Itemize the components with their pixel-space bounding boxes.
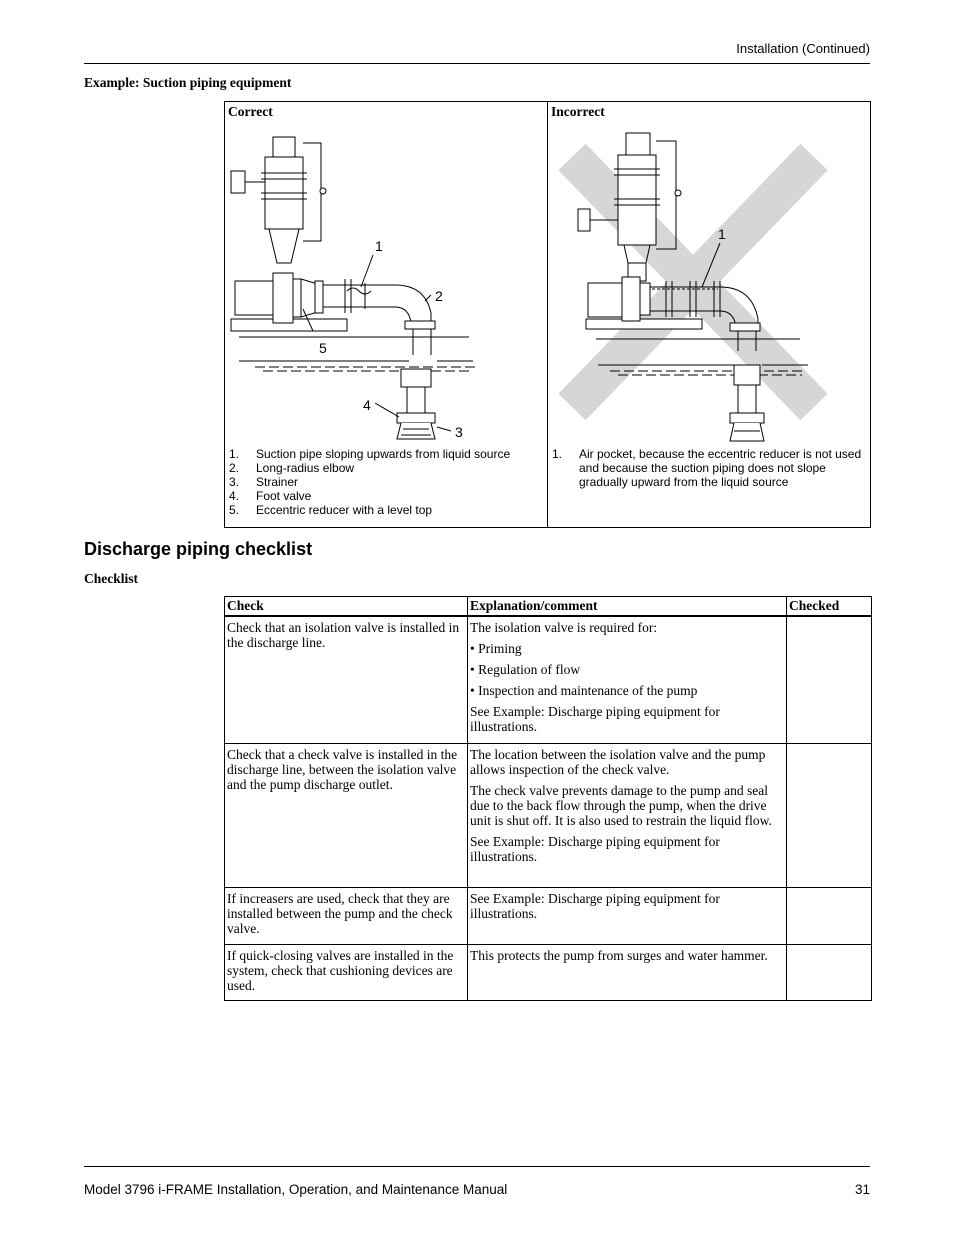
valve-handwheel bbox=[231, 171, 245, 193]
list-item: • Priming bbox=[470, 641, 522, 656]
callout-1: 1 bbox=[718, 226, 726, 242]
page-number: 31 bbox=[854, 1182, 870, 1197]
motor bbox=[235, 281, 275, 315]
legend-item: 1. Air pocket, because the eccentric reducer is not used and because the suction piping does not slope gradually upward from the liquid source bbox=[552, 447, 862, 489]
section-title: Discharge piping checklist bbox=[84, 539, 313, 559]
check-cell: If quick-closing valves are installed in the system, check that cushioning devices are used. bbox=[225, 944, 468, 1000]
suction-flange bbox=[315, 281, 323, 313]
callout-5: 5 bbox=[319, 340, 327, 356]
incorrect-cell bbox=[548, 102, 871, 528]
discharge-reducer bbox=[269, 229, 299, 263]
col-header-checked: Checked bbox=[787, 597, 872, 617]
callout-4: 4 bbox=[363, 397, 371, 413]
legend-item: 5. Eccentric reducer with a level top bbox=[229, 503, 433, 517]
incorrect-legend bbox=[548, 447, 870, 489]
explanation-cell: The isolation valve is required for: • Priming • Regulation of flow • Inspection and maintenance of the pump See Example: Discharge piping equipment for illustrations. bbox=[468, 616, 787, 743]
discharge-checklist-table bbox=[224, 596, 872, 1001]
check-cell: Check that an isolation valve is installed in the discharge line. bbox=[225, 616, 468, 743]
checked-cell[interactable] bbox=[787, 944, 872, 1000]
correct-cell bbox=[225, 102, 548, 528]
incorrect-heading: Incorrect bbox=[551, 104, 605, 119]
incorrect-piping-diagram bbox=[548, 123, 870, 447]
running-header: Installation (Continued) bbox=[736, 41, 870, 56]
col-header-explanation: Explanation/comment bbox=[468, 597, 787, 617]
table-row bbox=[225, 887, 872, 944]
explanation-cell: See Example: Discharge piping equipment for illustrations. bbox=[468, 887, 787, 944]
pump-casing bbox=[273, 273, 293, 323]
suction-piping-example-table bbox=[224, 101, 871, 528]
correct-legend bbox=[225, 447, 547, 517]
legend-item: 2. Long-radius elbow bbox=[229, 461, 355, 475]
bypass-line bbox=[303, 143, 321, 241]
checked-cell[interactable] bbox=[787, 887, 872, 944]
header-rule bbox=[84, 63, 870, 64]
legend-item: 1. Suction pipe sloping upwards from liquid source bbox=[229, 447, 511, 461]
table-row bbox=[225, 944, 872, 1000]
callout-2: 2 bbox=[435, 288, 443, 304]
explanation-cell: This protects the pump from surges and water hammer. bbox=[468, 944, 787, 1000]
callout-1: 1 bbox=[375, 238, 383, 254]
check-cell: Check that a check valve is installed in the discharge line, between the isolation valve and the pump discharge outlet. bbox=[225, 743, 468, 887]
explanation-cell: The location between the isolation valve and the pump allows inspection of the check valve. The check valve prevents damage to the pump and seal due to the back flow through the pump, when the drive unit is shut off. It is also used to restrain the liquid flow. See Example: Discharge piping equipment for illustrations. bbox=[468, 743, 787, 887]
footer-title: Model 3796 i-FRAME Installation, Operation, and Maintenance Manual bbox=[84, 1182, 508, 1197]
checked-cell[interactable] bbox=[787, 616, 872, 743]
foot-valve bbox=[401, 369, 431, 387]
table-row bbox=[225, 616, 872, 743]
legend-item: 4. Foot valve bbox=[229, 489, 312, 503]
long-radius-elbow bbox=[395, 285, 431, 323]
col-header-check: Check bbox=[225, 597, 468, 617]
list-item: • Inspection and maintenance of the pump bbox=[470, 683, 698, 698]
legend-item: 3. Strainer bbox=[229, 475, 299, 489]
correct-piping-diagram bbox=[225, 123, 547, 447]
check-cell: If increasers are used, check that they are installed between the pump and the check valve. bbox=[225, 887, 468, 944]
list-item: • Regulation of flow bbox=[470, 662, 581, 677]
callout-3: 3 bbox=[455, 424, 463, 440]
liquid-surface bbox=[255, 367, 475, 371]
correct-heading: Correct bbox=[228, 104, 273, 119]
strainer bbox=[397, 423, 435, 439]
checklist-label: Checklist bbox=[84, 571, 138, 586]
suction-pipe bbox=[323, 285, 395, 307]
table-row bbox=[225, 743, 872, 887]
cross-out-mark bbox=[572, 157, 814, 407]
footer-rule bbox=[84, 1166, 870, 1167]
checked-cell[interactable] bbox=[787, 743, 872, 887]
example-title: Example: Suction piping equipment bbox=[84, 75, 292, 90]
discharge-valve-top bbox=[273, 137, 295, 157]
